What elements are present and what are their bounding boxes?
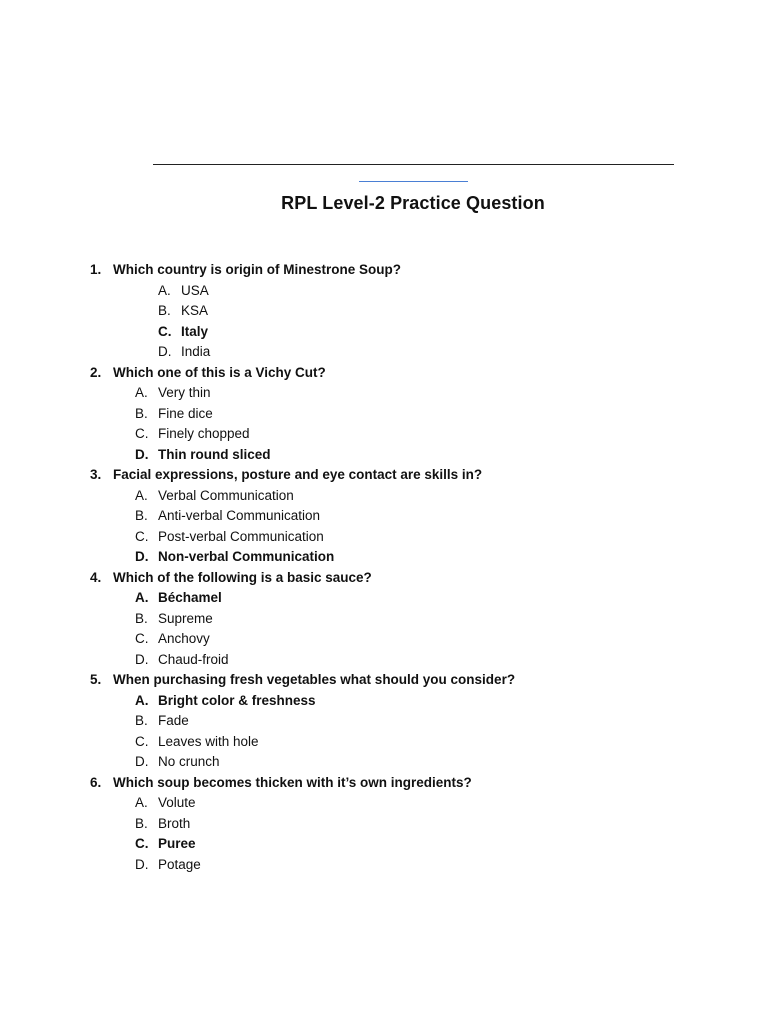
question-text: Which of the following is a basic sauce? xyxy=(113,569,372,585)
answer-option xyxy=(0,814,768,835)
option-text: Anchovy xyxy=(158,631,210,646)
answer-option-correct xyxy=(0,834,768,855)
option-text: Finely chopped xyxy=(158,426,250,441)
option-text: Bright color & freshness xyxy=(158,692,316,708)
answer-option xyxy=(0,281,768,302)
option-letter: C. xyxy=(135,631,149,646)
option-text: Italy xyxy=(181,323,209,339)
question-number: 3. xyxy=(90,467,102,482)
option-text: Fade xyxy=(158,713,189,728)
option-letter: A. xyxy=(135,487,148,503)
answer-option xyxy=(0,732,768,753)
option-letter: D. xyxy=(135,856,149,872)
option-text: Potage xyxy=(158,856,201,872)
option-text: Fine dice xyxy=(158,405,213,421)
answer-option xyxy=(0,527,768,548)
question-number: 1. xyxy=(90,262,102,277)
answer-option xyxy=(0,609,768,630)
answer-option xyxy=(0,486,768,507)
answer-option xyxy=(0,650,768,671)
option-letter: B. xyxy=(135,815,148,831)
answer-option xyxy=(0,404,768,425)
answer-option xyxy=(0,301,768,322)
option-letter: A. xyxy=(135,385,148,400)
question-text: Which one of this is a Vichy Cut? xyxy=(113,364,326,380)
answer-option-correct xyxy=(0,322,768,343)
answer-option xyxy=(0,711,768,732)
question-block xyxy=(0,773,768,876)
option-letter: C. xyxy=(135,426,149,441)
option-letter: A. xyxy=(135,795,148,810)
option-letter: C. xyxy=(135,836,149,851)
option-letter: D. xyxy=(135,754,149,769)
option-letter: B. xyxy=(158,303,171,318)
option-text: Béchamel xyxy=(158,590,222,605)
option-text: Puree xyxy=(158,836,196,851)
question-number: 2. xyxy=(90,364,102,380)
question-heading xyxy=(0,773,768,794)
question-block xyxy=(0,363,768,466)
answer-option xyxy=(0,383,768,404)
question-heading xyxy=(0,568,768,589)
option-text: Leaves with hole xyxy=(158,733,259,749)
option-letter: C. xyxy=(158,323,172,339)
option-text: Verbal Communication xyxy=(158,487,294,503)
header-divider xyxy=(153,164,674,165)
question-text: Facial expressions, posture and eye contact are skills in? xyxy=(113,467,483,482)
option-text: Thin round sliced xyxy=(158,446,271,462)
question-number: 5. xyxy=(90,672,102,687)
answer-option-correct xyxy=(0,445,768,466)
question-heading xyxy=(0,363,768,384)
question-number: 6. xyxy=(90,774,102,790)
answer-option xyxy=(0,506,768,527)
answer-option xyxy=(0,342,768,363)
option-text: India xyxy=(181,344,211,359)
option-text: Non-verbal Communication xyxy=(158,549,335,564)
option-letter: B. xyxy=(135,713,148,728)
option-letter: D. xyxy=(158,344,172,359)
option-letter: A. xyxy=(135,590,149,605)
question-block xyxy=(0,568,768,671)
option-text: Supreme xyxy=(158,610,213,626)
question-list xyxy=(0,260,768,875)
option-text: Post-verbal Communication xyxy=(158,528,324,544)
question-heading xyxy=(0,260,768,281)
answer-option xyxy=(0,752,768,773)
option-letter: C. xyxy=(135,528,149,544)
option-text: Broth xyxy=(158,815,191,831)
option-letter: B. xyxy=(135,610,148,626)
answer-option xyxy=(0,629,768,650)
answer-option xyxy=(0,793,768,814)
answer-option-correct xyxy=(0,691,768,712)
answer-option-correct xyxy=(0,547,768,568)
option-text: USA xyxy=(181,282,209,298)
question-block xyxy=(0,260,768,363)
question-heading xyxy=(0,465,768,486)
option-letter: B. xyxy=(135,508,148,523)
option-letter: D. xyxy=(135,651,149,667)
option-text: Volute xyxy=(158,795,196,810)
answer-option xyxy=(0,424,768,445)
question-block xyxy=(0,670,768,773)
question-block xyxy=(0,465,768,568)
option-letter: C. xyxy=(135,733,149,749)
option-letter: D. xyxy=(135,446,149,462)
link-underline xyxy=(359,181,468,182)
option-letter: D. xyxy=(135,549,149,564)
question-number: 4. xyxy=(90,569,102,585)
answer-option-correct xyxy=(0,588,768,609)
option-letter: B. xyxy=(135,405,148,421)
answer-option xyxy=(0,855,768,876)
option-text: No crunch xyxy=(158,754,220,769)
option-letter: A. xyxy=(135,692,149,708)
question-text: Which soup becomes thicken with it’s own ingredients? xyxy=(113,774,472,790)
option-text: KSA xyxy=(181,303,209,318)
question-heading xyxy=(0,670,768,691)
option-text: Anti-verbal Communication xyxy=(158,508,321,523)
option-text: Chaud-froid xyxy=(158,651,229,667)
page-title: RPL Level-2 Practice Question xyxy=(281,193,545,213)
question-text: When purchasing fresh vegetables what should you consider? xyxy=(113,672,516,687)
option-letter: A. xyxy=(158,282,171,298)
question-text: Which country is origin of Minestrone Soup? xyxy=(113,262,401,277)
option-text: Very thin xyxy=(158,385,211,400)
